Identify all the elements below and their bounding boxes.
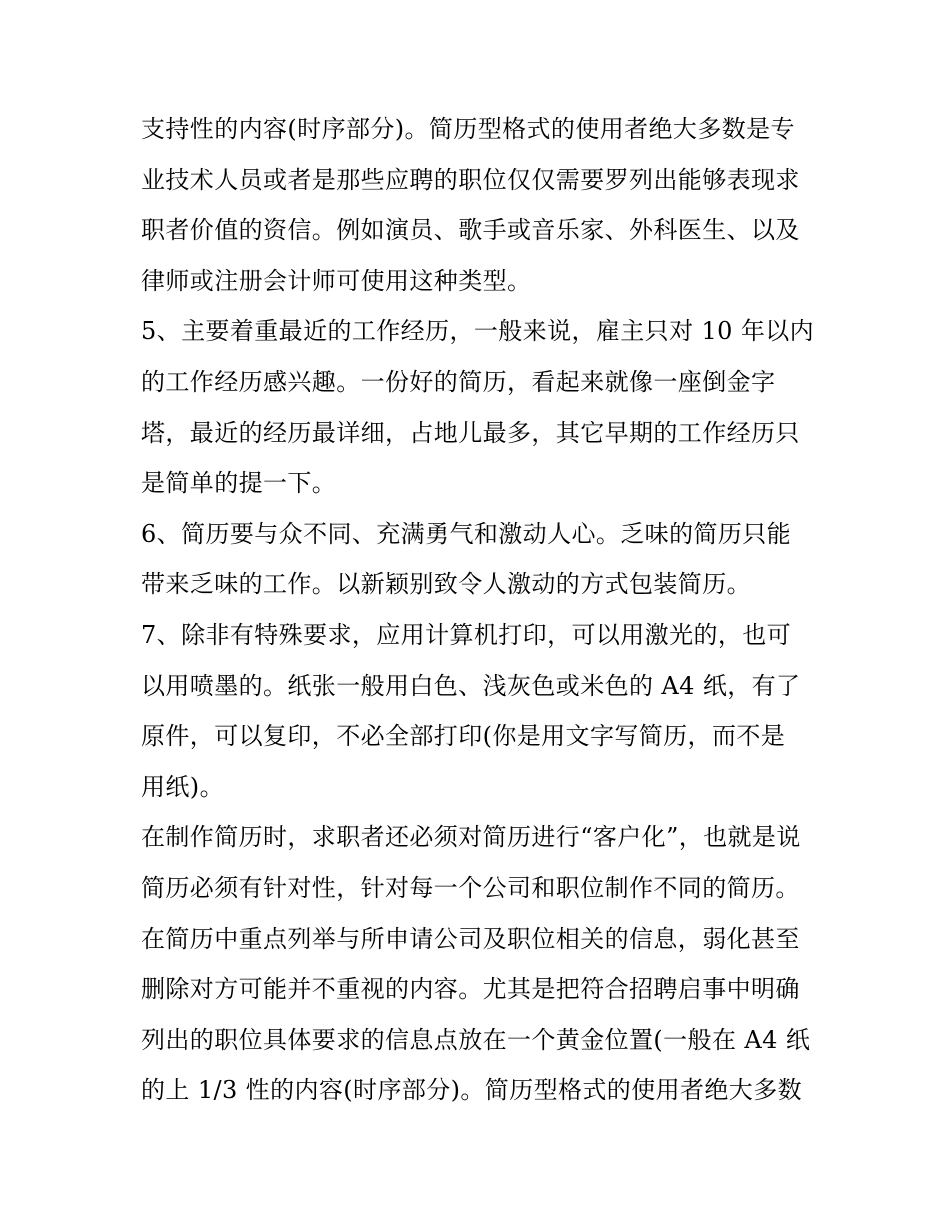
text-line: 的工作经历感兴趣。一份好的简历，看起来就像一座倒金字 xyxy=(141,367,776,396)
text-line: 7、除非有特殊要求，应用计算机打印，可以用激光的，也可 xyxy=(141,620,792,649)
text-line: 原件，可以复印，不必全部打印(你是用文字写简历，而不是 xyxy=(141,722,786,751)
text-line: 删除对方可能并不重视的内容。尤其是把符合招聘启事中明确 xyxy=(141,975,800,1004)
text-line: 业技术人员或者是那些应聘的职位仅仅需要罗列出能够表现求 xyxy=(141,165,800,194)
text-line: 6、简历要与众不同、充满勇气和激动人心。乏味的简历只能 xyxy=(141,519,792,548)
text-line: 用纸)。 xyxy=(141,772,224,801)
text-line: 在制作简历时，求职者还必须对简历进行“客户化”，也就是说 xyxy=(141,823,801,852)
text-line: 职者价值的资信。例如演员、歌手或音乐家、外科医生、以及 xyxy=(141,216,800,245)
text-line: 以用喷墨的。纸张一般用白色、浅灰色或米色的 A4 纸，有了 xyxy=(141,671,801,700)
body-text xyxy=(141,104,821,1116)
text-line: 在简历中重点列举与所申请公司及职位相关的信息，弱化甚至 xyxy=(141,924,800,953)
text-line: 带来乏味的工作。以新颖别致令人激动的方式包装简历。 xyxy=(141,570,751,599)
text-line: 律师或注册会计师可使用这种类型。 xyxy=(141,266,532,295)
text-line: 是简单的提一下。 xyxy=(141,469,337,498)
text-line: 塔，最近的经历最详细，占地儿最多，其它早期的工作经历只 xyxy=(141,418,800,447)
text-line: 列出的职位具体要求的信息点放在一个黄金位置(一般在 A4 纸 xyxy=(141,1025,811,1054)
text-line: 5、主要着重最近的工作经历，一般来说，雇主只对 10 年以内 xyxy=(141,317,815,346)
text-line: 支持性的内容(时序部分)。简历型格式的使用者绝大多数是专 xyxy=(141,115,795,143)
text-line: 的上 1/3 性的内容(时序部分)。简历型格式的使用者绝大多数 xyxy=(141,1076,803,1105)
text-line: 简历必须有针对性，针对每一个公司和职位制作不同的简历。 xyxy=(141,873,800,902)
